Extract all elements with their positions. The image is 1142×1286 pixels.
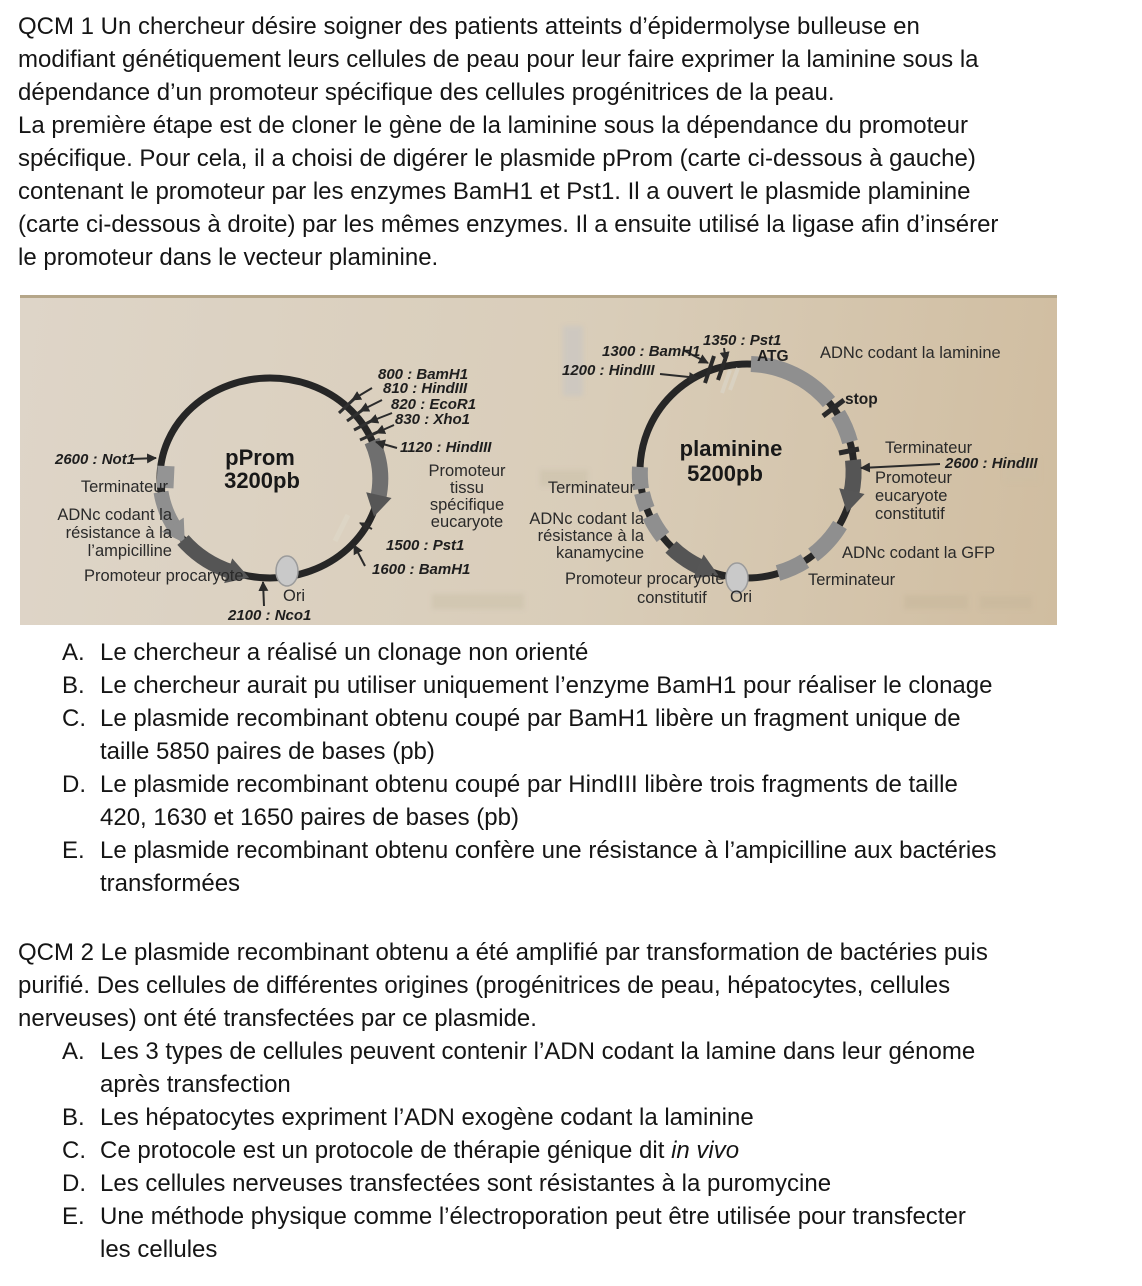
option-letter: E. — [62, 1203, 85, 1230]
plaminine-stop-label: stop — [845, 391, 878, 408]
plaminine-prok-promoter-arrow — [671, 547, 702, 568]
plaminine-plasmid-map — [529, 332, 1038, 607]
plaminine-euk-promoter-arrow — [851, 460, 854, 495]
plaminine-gfp-segment — [813, 525, 840, 555]
option-letter: C. — [62, 705, 86, 732]
intro-line: contenant le promoteur par les enzymes BamH1 et Pst1. Il a ouvert le plasmide plaminine — [18, 178, 971, 205]
plaminine-name: plaminine — [679, 436, 783, 461]
plaminine-kan-label-3: kanamycine — [555, 544, 644, 562]
option-letter: B. — [62, 1104, 85, 1131]
option-letter: A. — [62, 1038, 85, 1065]
option-text-line: Le plasmide recombinant obtenu coupé par BamH1 libère un fragment unique de — [100, 705, 961, 732]
pprom-size: 3200pb — [224, 468, 300, 493]
qcm2-intro — [18, 936, 988, 1035]
plaminine-kan-segment-2 — [650, 516, 663, 537]
site-830-xho1: 830 : Xho1 — [395, 411, 471, 428]
plaminine-euk-promoter-label-3: constitutif — [875, 505, 945, 523]
option-text-line: 420, 1630 et 1650 paires de bases (pb) — [100, 804, 519, 831]
site-2100-nco1: 2100 : Nco1 — [228, 607, 312, 624]
intro-line: dépendance d’un promoteur spécifique des cellules progénitrices de la peau. — [18, 79, 835, 106]
option-text-line: transformées — [100, 870, 241, 897]
plaminine-euk-promoter-label-1: Promoteur — [875, 469, 953, 487]
pprom-amp-label-1: ADNc codant la — [57, 506, 172, 524]
plaminine-terminator-right-label: Terminateur — [885, 439, 973, 457]
option-letter: E. — [62, 837, 85, 864]
plaminine-kan-label-1: ADNc codant la — [529, 510, 644, 528]
pprom-cut-slash — [335, 515, 348, 541]
site-800-bamh1: 800 : BamH1 — [378, 366, 469, 383]
option-letter: C. — [62, 1137, 86, 1164]
intro-line: le promoteur dans le vecteur plaminine. — [18, 244, 439, 271]
plaminine-kan-segment-1 — [642, 493, 647, 509]
intro-line: modifiant génétiquement leurs cellules de peau pour leur faire exprimer la laminine sous la — [18, 46, 979, 73]
qcm2-option-a — [62, 1035, 975, 1101]
intro-line: QCM 2 Le plasmide recombinant obtenu a été amplifié par transformation de bactéries puis — [18, 939, 988, 966]
site-1300-bamh1: 1300 : BamH1 — [602, 343, 701, 360]
option-letter: D. — [62, 771, 86, 798]
pprom-ori-label: Ori — [283, 587, 305, 605]
plaminine-terminator-right-block — [838, 414, 850, 442]
qcm2-option-b — [62, 1101, 754, 1134]
option-letter: A. — [62, 639, 85, 666]
site-2600-not1: 2600 : Not1 — [55, 451, 136, 468]
option-text-italic: in vivo — [671, 1137, 740, 1164]
option-text: Le chercheur aurait pu utiliser uniquement l’enzyme BamH1 pour réaliser le clonage — [100, 672, 993, 699]
site-2600-hindiii: 2600 : HindIII — [945, 455, 1038, 472]
qcm1-option-a — [62, 636, 588, 669]
qcm2-option-d — [62, 1167, 831, 1200]
plasmid-maps-figure — [20, 295, 1057, 625]
plasmid-maps-svg — [20, 298, 1057, 625]
intro-line: QCM 1 Un chercheur désire soigner des patients atteints d’épidermolyse bulleuse en — [18, 13, 920, 40]
plaminine-terminator-left-label: Terminateur — [547, 479, 635, 497]
pprom-promoter-label-4: eucaryote — [430, 513, 504, 531]
option-text-line: Les 3 types de cellules peuvent contenir l’ADN codant la lamine dans leur génome — [100, 1038, 976, 1065]
plaminine-atg-label: ATG — [757, 348, 789, 365]
qcm1-option-c — [62, 702, 961, 768]
option-text-line: les cellules — [100, 1236, 218, 1263]
option-text-line: taille 5850 paires de bases (pb) — [100, 738, 435, 765]
intro-line: (carte ci-dessous à droite) par les mêmes enzymes. Il a ensuite utilisé la ligase afin d’insérer — [18, 211, 999, 238]
plaminine-terminator-left-block — [640, 467, 641, 489]
option-letter: D. — [62, 1170, 86, 1197]
qcm1-option-d — [62, 768, 958, 834]
pprom-promoter-label-1: Promoteur — [428, 462, 506, 480]
qcm1-intro — [18, 10, 998, 274]
intro-line: purifié. Des cellules de différentes origines (progénitrices de peau, hépatocytes, cellules — [18, 972, 951, 999]
option-text: Les hépatocytes expriment l’ADN exogène codant la laminine — [100, 1104, 754, 1131]
pprom-promoter-arrow — [372, 441, 380, 499]
option-text: Le chercheur a réalisé un clonage non orienté — [100, 639, 589, 666]
option-text-line: Le plasmide recombinant obtenu confère une résistance à l’ampicilline aux bactéries — [100, 837, 997, 864]
option-text-line: Le plasmide recombinant obtenu coupé par HindIII libère trois fragments de taille — [100, 771, 958, 798]
site-1600-bamh1: 1600 : BamH1 — [372, 561, 471, 578]
plaminine-prok-promoter-label-1: Promoteur procaryote — [565, 570, 725, 588]
option-text-regular: Ce protocole est un protocole de thérapie génique dit — [100, 1137, 672, 1164]
plaminine-kan-label-2: résistance à la — [537, 527, 644, 545]
intro-line: nerveuses) ont été transfectées par ce plasmide. — [18, 1005, 537, 1032]
plaminine-euk-promoter-label-2: eucaryote — [875, 487, 948, 505]
plaminine-laminin-label: ADNc codant la laminine — [820, 344, 1001, 362]
pprom-prok-promoter-label: Promoteur procaryote — [84, 567, 244, 585]
pprom-name: pProm — [225, 445, 295, 470]
option-letter: B. — [62, 672, 85, 699]
plaminine-terminator-bottom-label: Terminateur — [808, 571, 896, 589]
option-text: Les cellules nerveuses transfectées sont résistantes à la puromycine — [100, 1170, 832, 1197]
plaminine-ori-label: Ori — [730, 588, 752, 606]
plaminine-prok-promoter-label-2: constitutif — [637, 589, 707, 607]
pprom-plasmid-map — [54, 366, 506, 624]
plaminine-gfp-label: ADNc codant la GFP — [842, 544, 996, 562]
qcm1-option-b — [62, 669, 992, 702]
site-1200-hindiii: 1200 : HindIII — [562, 362, 655, 379]
pprom-amp-label-3: l’ampicilline — [87, 542, 172, 560]
option-text-line: après transfection — [100, 1071, 291, 1098]
plaminine-laminin-cdna-segment — [751, 364, 829, 402]
site-1120-hindiii: 1120 : HindIII — [400, 439, 492, 456]
option-text — [100, 1137, 739, 1164]
plaminine-terminator-bottom-block — [778, 561, 805, 573]
plaminine-light-slashes — [722, 368, 738, 393]
qcm2-option-e — [62, 1200, 966, 1266]
pprom-promoter-label-2: tissu — [450, 479, 484, 497]
intro-line: spécifique. Pour cela, il a choisi de digérer le plasmide pProm (carte ci-dessous à gauche) — [18, 145, 976, 172]
pprom-terminator-label: Terminateur — [80, 478, 168, 496]
pprom-promoter-label-3: spécifique — [429, 496, 505, 514]
site-1500-pst1: 1500 : Pst1 — [386, 537, 465, 554]
qcm2-option-c — [62, 1134, 739, 1167]
site-1350-pst1: 1350 : Pst1 — [703, 332, 782, 349]
option-text-line: Une méthode physique comme l’électroporation peut être utilisée pour transfecter — [100, 1203, 966, 1230]
qcm1-option-e — [62, 834, 997, 900]
pprom-ori-blob — [276, 556, 298, 586]
pprom-amp-label-2: résistance à la — [65, 524, 172, 542]
site-820-ecor1: 820 : EcoR1 — [391, 396, 477, 413]
intro-line: La première étape est de cloner le gène de la laminine sous la dépendance du promoteur — [18, 112, 968, 139]
site-810-hindiii: 810 : HindIII — [383, 380, 468, 397]
plaminine-size: 5200pb — [687, 461, 763, 486]
